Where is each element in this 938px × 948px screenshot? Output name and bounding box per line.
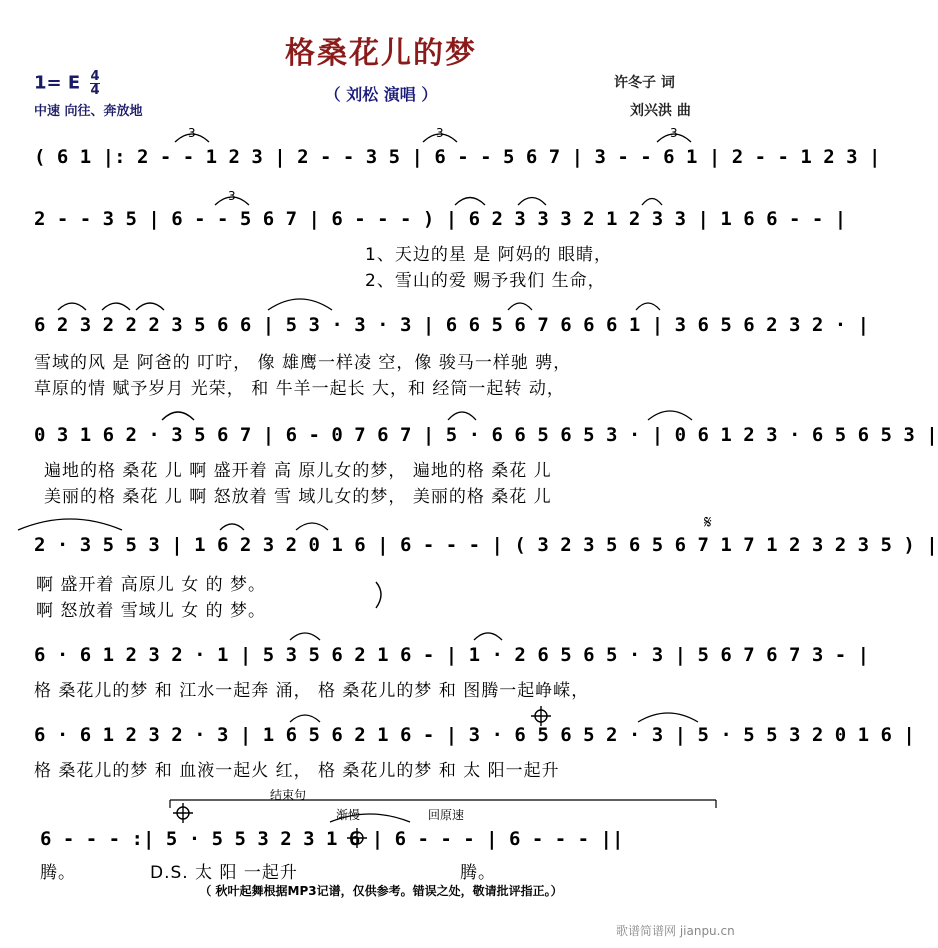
lyricist: 许冬子 词 [614,75,675,91]
staff-line-5: 2 · 3 5 5 3 | 1 6 2 3 2 0 1 6 | 6 - - - | ( 3 2 3 5 6 5 6 7 1 7 1 2 3 2 3 5 ) | [34,534,938,556]
slur-arc [638,713,698,722]
slur-arc [290,715,320,722]
slur-arc [648,411,692,420]
staff-line-3: 6 2 3 2 2 2 3 5 6 6 | 5 3 · 3 · 3 | 6 6 5 6 7 6 6 6 1 | 3 6 5 6 2 3 2 · | [34,314,870,336]
time-top: 4 [90,69,100,84]
time-bottom: 4 [90,83,100,98]
triplet-mark: 3 [670,126,678,140]
triplet-mark: 3 [436,126,444,140]
ending-label: 结束句 [270,788,307,802]
staff-line-8: 6 - - - :| 5 · 5 5 3 2 3 1 6 | 6 - - - | 6 - - - || [40,828,624,850]
slur-arc [508,303,532,310]
slur-arc [642,199,662,206]
ritardando-label: 渐慢 [336,808,361,822]
segno-icon: 𝄋 [704,512,712,533]
time-signature [90,70,99,97]
coda-icon [531,706,551,726]
lyric-verse1: 雪域的风 是 阿爸的 叮咛， 像 雄鹰一样凌 空，像 骏马一样驰 骋， [34,353,572,373]
staff-line-1: ( 6 1 |: 2 - - 1 2 3 | 2 - - 3 5 | 6 - - 5 6 7 | 3 - - 6 1 | 2 - - 1 2 3 | [34,146,881,168]
composer: 刘兴洪 曲 [630,103,691,119]
slur-arc [290,633,320,640]
lyric-line: 腾。 [460,863,496,883]
song-title: 格桑花儿的梦 [285,36,477,71]
lyric-verse2: 啊 怒放着 雪域儿 女 的 梦。 [36,601,267,621]
slur-arc [58,303,86,310]
watermark: 歌谱简谱网 jianpu.cn [616,924,735,938]
slur-arc [268,299,332,310]
lyric-verse1: 啊 盛开着 高原儿 女 的 梦。 [36,575,267,595]
lyric-line: 格 桑花儿的梦 和 江水一起奔 涌， 格 桑花儿的梦 和 图腾一起峥嵘， [34,681,590,701]
staff-line-7: 6 · 6 1 2 3 2 · 3 | 1 6 5 6 2 1 6 - | 3 · 6 5 6 5 2 · 3 | 5 · 5 5 3 2 0 1 6 | [34,724,915,746]
performer: （ 刘松 演唱 ） [324,85,438,104]
lyric-verse2: 草原的情 赋予岁月 光荣， 和 牛羊一起长 大，和 经筒一起转 动， [34,379,565,399]
slur-arc [455,198,485,206]
key-label: 1= E [34,72,81,94]
verse-bracket [376,582,381,608]
lyric-verse2: 2、雪山的爱 赐予我们 生命， [365,271,606,291]
slur-arc [518,198,546,206]
slur-arc [162,412,194,420]
lyric-verse1: 1、天边的星 是 阿妈的 眼睛， [365,245,613,265]
lyric-line: 格 桑花儿的梦 和 血液一起火 红， 格 桑花儿的梦 和 太 阳一起升 [34,761,560,781]
slur-arc [220,524,244,530]
transcription-note: （ 秋叶起舞根据MP3记谱，仅供参考。错误之处，敬请批评指正。） [199,884,563,898]
slur-arc [102,303,130,310]
slur-arc [296,523,328,530]
a-tempo-label: 回原速 [428,808,465,822]
slur-arc [474,633,502,640]
slur-arc [636,303,660,310]
staff-line-6: 6 · 6 1 2 3 2 · 1 | 5 3 5 6 2 1 6 - | 1 · 2 6 5 6 5 · 3 | 5 6 7 6 7 3 - | [34,644,870,666]
staff-line-2: 2 - - 3 5 | 6 - - 5 6 7 | 6 - - - ) | 6 2 3 3 3 2 1 2 3 3 | 1 6 6 - - | [34,208,847,230]
lyric-line: D.S. 太 阳 一起升 [150,863,298,883]
lyric-verse2: 美丽的格 桑花 儿 啊 怒放着 雪 域儿女的梦， 美丽的格 桑花 儿 [44,487,552,507]
staff-line-4: 0 3 1 6 2 · 3 5 6 7 | 6 - 0 7 6 7 | 5 · 6 6 5 6 5 3 · | 0 6 1 2 3 · 6 5 6 5 3 | [34,424,938,446]
triplet-mark: 3 [188,126,196,140]
triplet-mark: 3 [228,189,236,203]
slur-arc [448,412,476,420]
lyric-line: 腾。 [40,863,76,883]
slur-arc [136,303,164,310]
slur-arc [18,519,122,530]
lyric-verse1: 遍地的格 桑花 儿 啊 盛开着 高 原儿女的梦， 遍地的格 桑花 儿 [44,461,552,481]
key-signature [34,70,100,97]
tempo-marking: 中速 向往、奔放地 [34,104,143,119]
coda-icon [173,803,193,823]
